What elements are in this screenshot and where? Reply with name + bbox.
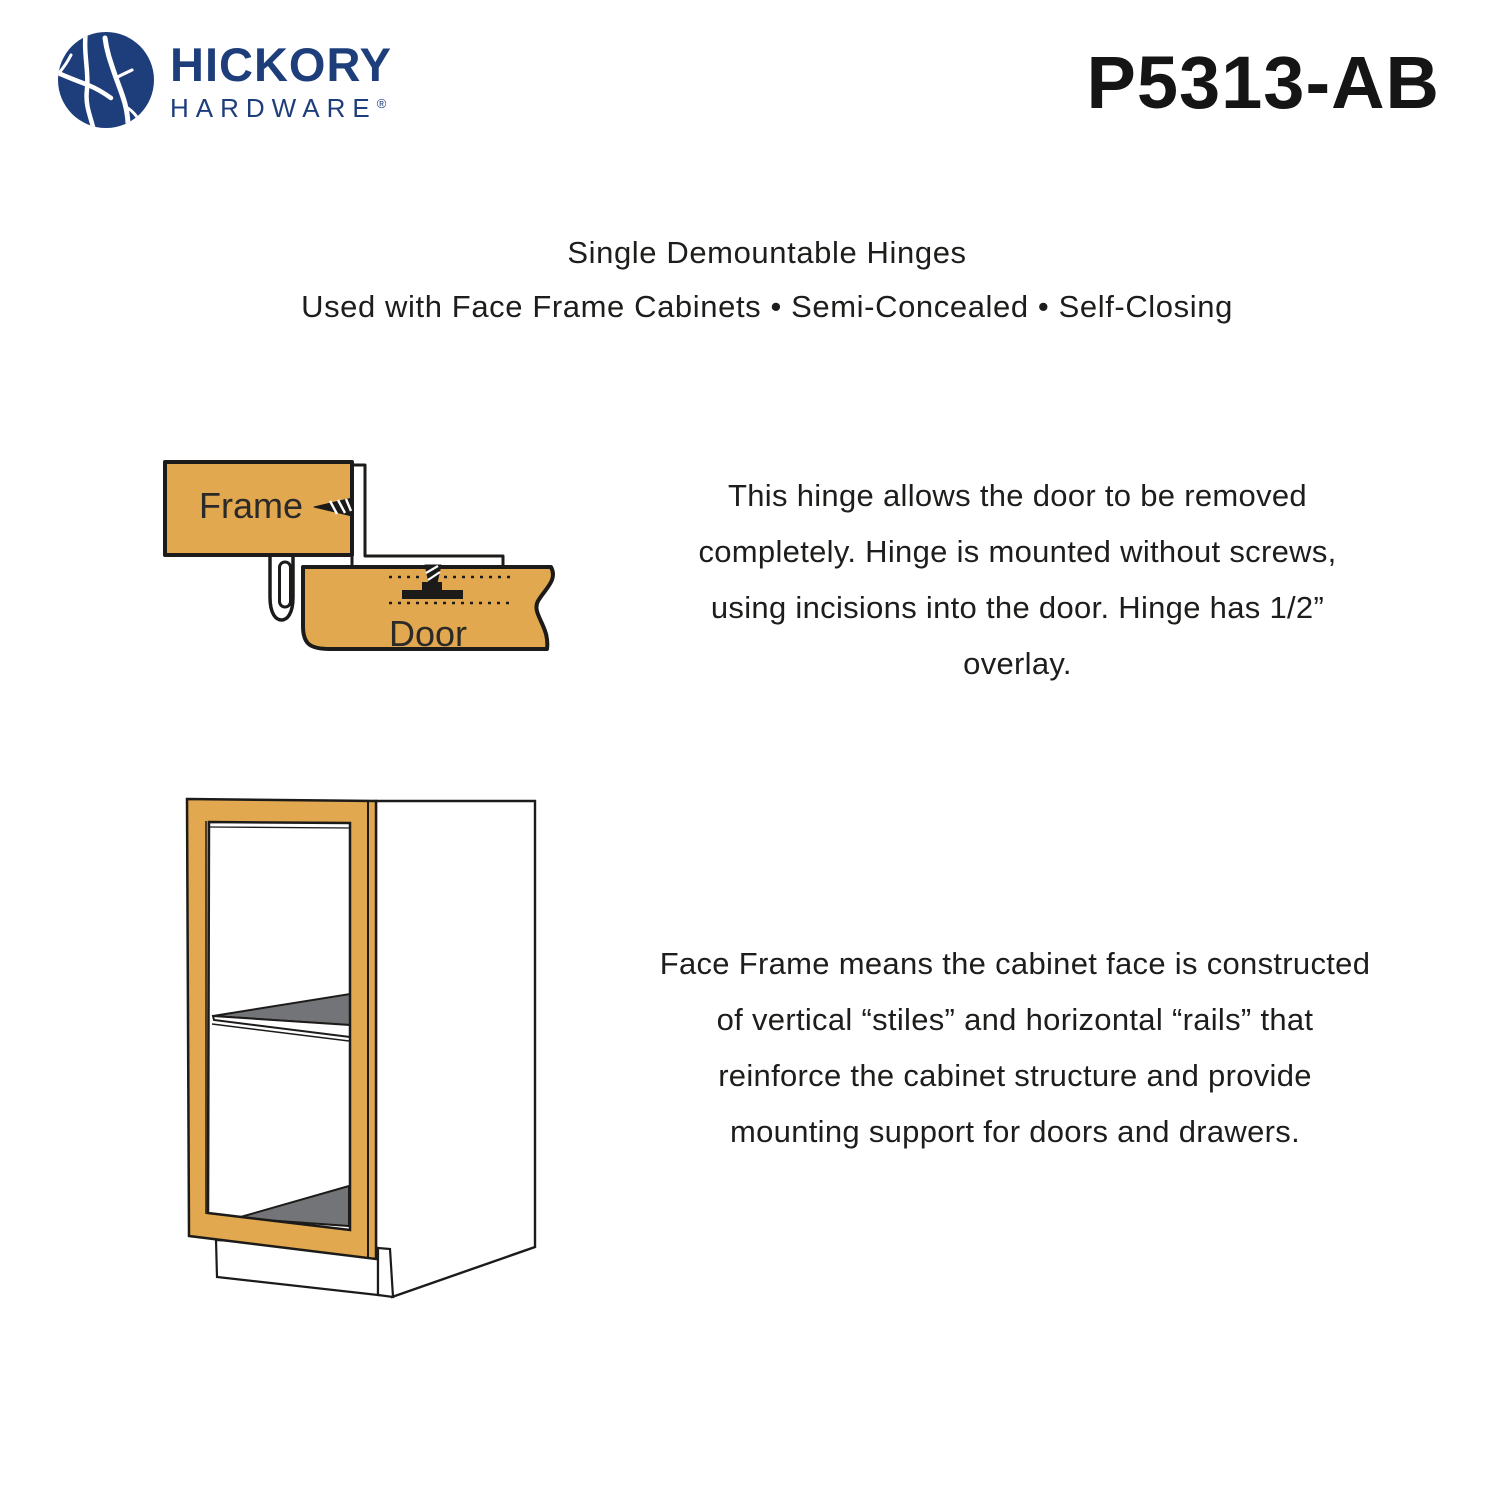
cabinet-description-line: Face Frame means the cabinet face is constructed — [659, 946, 1371, 981]
hinge-diagram — [150, 440, 620, 675]
registered-trademark: ® — [376, 96, 387, 111]
brand-name: HICKORY — [170, 38, 392, 91]
hinge-description-line: overlay. — [963, 646, 1072, 681]
title-block — [67, 226, 1467, 334]
cabinet-description — [590, 936, 1440, 1160]
cabinet-description-line: mounting support for doors and drawers. — [729, 1114, 1300, 1149]
page-title: Single Demountable Hinges — [567, 235, 967, 270]
product-code: P5313-AB — [1086, 41, 1440, 124]
cabinet-side-panel — [376, 801, 535, 1297]
cabinet-diagram — [160, 770, 560, 1330]
hickory-logo-mark — [54, 27, 170, 143]
hinge-description-line: using incisions into the door. Hinge has 1/2” — [710, 590, 1325, 625]
cabinet-description-line: of vertical “stiles” and horizontal “rails” that — [716, 1002, 1314, 1037]
toe-kick-side — [378, 1248, 393, 1297]
brand-subname — [170, 89, 392, 123]
hinge-description-line: This hinge allows the door to be removed — [728, 478, 1307, 513]
frame-label: Frame — [198, 485, 304, 526]
page-subtitle: Used with Face Frame Cabinets • Semi-Concealed • Self-Closing — [301, 289, 1233, 324]
hinge-slot — [280, 562, 291, 607]
hinge-arm — [352, 465, 503, 567]
middle-shelf — [212, 994, 350, 1041]
hinge-description-line: completely. Hinge is mounted without screws, — [698, 534, 1337, 569]
brand-subname-text: HARDWARE — [170, 93, 377, 123]
cabinet-description-line: reinforce the cabinet structure and provide — [718, 1058, 1312, 1093]
brand-wordmark — [170, 38, 392, 123]
hinge-description — [640, 468, 1395, 692]
door-label: Door — [388, 613, 468, 654]
